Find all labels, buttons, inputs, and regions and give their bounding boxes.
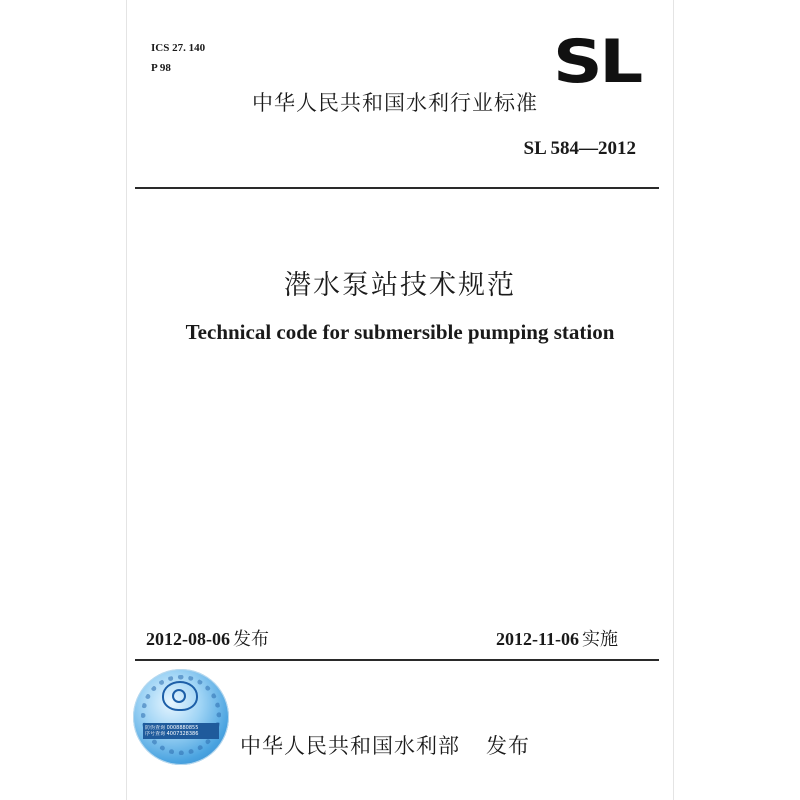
industry-standard-title: 中华人民共和国水利行业标准 [252,91,538,115]
publish-label: 发布 [486,734,530,758]
issue-label: 发布 [233,629,269,650]
sl-logo: SL [553,27,640,97]
implementation-date-row [496,626,618,653]
bottom-divider [135,659,659,661]
implementation-date: 2012-11-06 [496,629,579,649]
anti-counterfeit-hologram [133,669,229,765]
category-code: P 98 [151,62,171,74]
issue-date-row [146,626,269,653]
standard-number: SL 584—2012 [523,138,636,159]
document-title-chinese: 潜水泵站技术规范 [284,270,516,301]
hologram-line-2: 序号查询 4007328386 [145,731,199,737]
top-divider [135,187,659,189]
document-title-english: Technical code for submersible pumping station [185,320,615,344]
publisher-line [240,731,530,761]
issue-date: 2012-08-06 [146,629,230,649]
emblem-icon [162,681,198,711]
hologram-serial-label [143,723,219,739]
implementation-label: 实施 [582,629,618,650]
ics-code: ICS 27. 140 [151,42,206,54]
hologram-line-1: 防伪查询 0008880855 [145,725,199,731]
classification-codes [151,38,205,78]
publisher-name: 中华人民共和国水利部 [240,734,460,758]
